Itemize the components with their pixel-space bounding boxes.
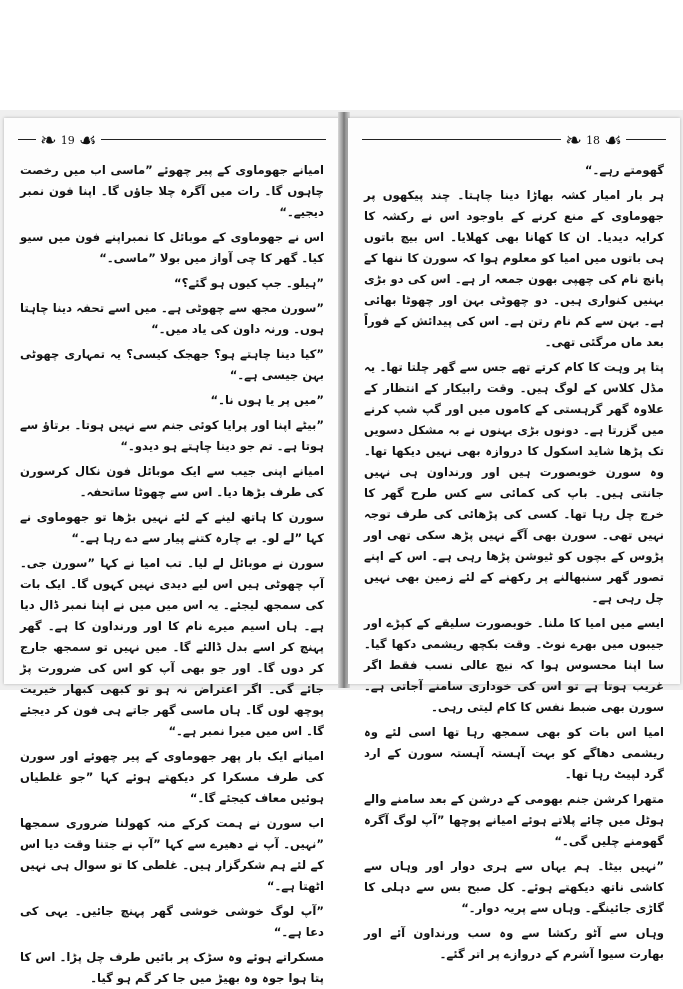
right-page (348, 118, 680, 961)
left-page (4, 118, 340, 985)
paragraph: ہر بار امیار کشہ بھاڑا دینا چاہتا۔ چند پیکھوں پر جھوماوی کے منع کرنے کے باوجود اس نے رکشہ کا کرایہ دیدیا۔ ان کا کھانا بھی کھلایا۔ اس بیچ باتوں ہی باتوں میں امیا کو معلوم ہوا کہ سورن کا ننھا کے پانچ نام کی چھپی بھون جمعہ ار ہے۔ اس کی دو بڑی بہنیں کنواری ہیں۔ دو چھوٹی بہن اور چھوٹا بھائی ہے۔ بہن سے کم نام رتن ہے۔ اس کی پیدائش کے فوراً بعد ماں مرگئی تھی۔ (364, 188, 664, 349)
right-page-header (362, 126, 666, 154)
left-page-text (4, 154, 340, 989)
swirl-ornament-icon: ☙ (604, 128, 622, 152)
page-number: 19 (60, 133, 75, 147)
page-number: 18 (586, 133, 601, 147)
paragraph: پتا پر وہت کا کام کرتے تھے جس سے گھر چلتا تھا۔ یہ مڈل کلاس کے لوگ ہیں۔ وقت رابیکار کے انتظار کے علاوہ گھر گرہستی کے کاموں میں اور گپ شپ کرنے میں گزرتا ہے۔ دونوں بڑی بہنوں نے بہ مشکل دسویں تک پڑھا شاید اسکول کا دروازہ بھی نہیں دیکھا تھا۔ وہ سورن خوبصورت ہیں اور ورنداون ہی نہیں جانتی ہیں۔ باپ کی کمائی سے کس طرح گھر کا خرچ چل رہا تھا۔ کسی کی پڑھائی کی طرف توجہ نہیں تھی۔ سورن بھی آگے نہیں پڑھ سکی تھی اور پڑوس کے بچوں کو ٹیوشن پڑھا رہی ہے۔ اس کے اپنے تصور گھر سنبھالنے پر رکھنے کے لئے زمین بھی نہیں چل رہی ہے۔ (364, 360, 664, 605)
swirl-ornament-icon: ❧ (40, 128, 57, 152)
swirl-ornament-icon: ☙ (78, 128, 97, 152)
paragraph: ”سورن مجھ سے چھوٹی ہے۔ میں اسے تحفہ دینا چاہتا ہوں۔ ورنہ داون کی یاد میں۔“ (20, 301, 324, 336)
paragraph: سورن کا ہاتھ لینے کے لئے نہیں بڑھا تو جھوماوی نے کہا ”لے لو۔ بے چارہ کتنے پیار سے دے رہا ہے۔“ (20, 510, 324, 545)
paragraph: امیا اس بات کو بھی سمجھ رہا تھا اسی لئے وہ ریشمی دھاگے کو بہت آہستہ آہستہ سورن کے ارد گرد لپیٹ رہا تھا۔ (364, 725, 664, 781)
swirl-ornament-icon: ❧ (565, 128, 583, 152)
paragraph: ”کیا دینا چاہتے ہو؟ جھجک کیسی؟ یہ تمہاری چھوٹی بہن جیسی ہے۔“ (20, 347, 324, 382)
left-page-header (18, 126, 326, 154)
paragraph: امیانے ایک بار پھر جھوماوی کے پیر چھوئے اور سورن کی طرف مسکرا کر دیکھتے ہوئے کہا ”جو غلطیاں ہوئیں معاف کیجئے گا۔“ (20, 749, 324, 805)
paragraph: ”میں پر یا ہوں نا۔“ (210, 393, 324, 407)
paragraph: سورن نے موبائل لے لیا۔ تب امیا نے کہا ”سورن جی۔ آپ چھوٹی ہیں اس لیے دیدی نہیں کہوں گا۔ ایک بات کی سمجھ لیجئے۔ یہ اس میں میں نے اپنا نمبر ڈال دیا ہے۔ ہاں اسیم میرے نام کا اور ورنداون کا ہے۔ گھر پہنچ کر اسے بدل ڈالئے گا۔ میں نہیں تو سمجھ جارج کر دوں گا۔ اور جو بھی آپ کو اس کی ضرورت پڑ جائے گی۔ اگر اعتراض نہ ہو تو کبھی کبھار خیریت پوچھ لوں گا۔ ہاں ماسی گھر جاتے ہی فون کر دیجئے گا۔ اس میں میرا نمبر ہے۔“ (20, 556, 324, 738)
paragraph: ”نہیں بیٹا۔ ہم یہاں سے ہری دوار اور وہاں سے کاشی ناتھ دیکھتے ہوئے۔ کل صبح بس سے دہلی کا گاڑی جائینگے۔ وہاں سے پریہ دوار۔“ (364, 859, 664, 915)
paragraph: امیانے جھوماوی کے پیر چھوئے ”ماسی اب میں رخصت چاہوں گا۔ رات میں آگرہ چلا جاؤں گا۔ اپنا فون نمبر دیجیے۔“ (20, 163, 324, 219)
paragraph: وہاں سے آٹو رکشا سے وہ سب ورنداون آئے اور بھارت سیوا آشرم کے دروازے پر اتر گئے۔ (364, 926, 664, 961)
page-number-ornament (561, 126, 626, 154)
paragraph: مسکراتے ہوئے وہ سڑک پر بائیں طرف چل پڑا۔ اس کا پتا ہوا جوہ وہ بھیڑ میں جا کر گم ہو گیا۔ (20, 950, 324, 985)
right-page-text (348, 154, 680, 965)
paragraph: گھومتے رہے۔“ (584, 163, 664, 177)
paragraph: اس نے جھوماوی کے موبائل کا نمبراپنے فون میں سیو کیا۔ گھر کا چی آواز میں بولا ”ماسی۔“ (20, 230, 324, 265)
page-number-ornament (36, 126, 101, 154)
paragraph: ”بیٹے اپنا اور پرایا کوئی جنم سے نہیں ہوتا۔ برتاؤ سے ہوتا ہے۔ تم جو دینا چاہتے ہو دیدو۔“ (20, 418, 324, 453)
paragraph: اب سورن نے ہمت کرکے منہ کھولنا ضروری سمجھا ”نہیں۔ آپ نے دھیرے سے کہا ”آپ نے جتنا وقت دیا اس کے لئے ہم شکرگزار ہیں۔ غلطی کا تو سوال ہی نہیں اٹھتا ہے۔“ (20, 816, 324, 893)
paragraph: ایسے میں امیا کا ملنا۔ خوبصورت سلیقے کے کپڑے اور جیبوں میں بھرے نوٹ۔ وقت بکچھ ریشمی دکھا گیا۔ سا اپنا محسوس ہوا کہ نیچ عالی نسب فقط اگر غریب ہوتا ہے تو اس کی خوداری سامنے آجاتی ہے۔ سورن بھی ضبط نفس کا کام لیتی رہی۔ (364, 616, 664, 714)
paragraph: متھرا کرشن جنم بھومی کے درشن کے بعد سامنے والے ہوٹل میں چائے پلاتے ہوئے امیانے پوچھا ”آپ لوگ آگرہ گھومنے چلیں گی۔“ (364, 792, 664, 848)
paragraph: ”آپ لوگ خوشی خوشی گھر پہنچ جائیں۔ یہی کی دعا ہے۔“ (20, 904, 324, 939)
paragraph: ”ہیلو۔ جپ کیوں ہو گئے؟“ (173, 276, 324, 290)
paragraph: امیانے اپنی جیب سے ایک موبائل فون نکال کرسورن کی طرف بڑھا دیا۔ اس سے چھوٹا ساتحفہ۔ (20, 464, 324, 499)
